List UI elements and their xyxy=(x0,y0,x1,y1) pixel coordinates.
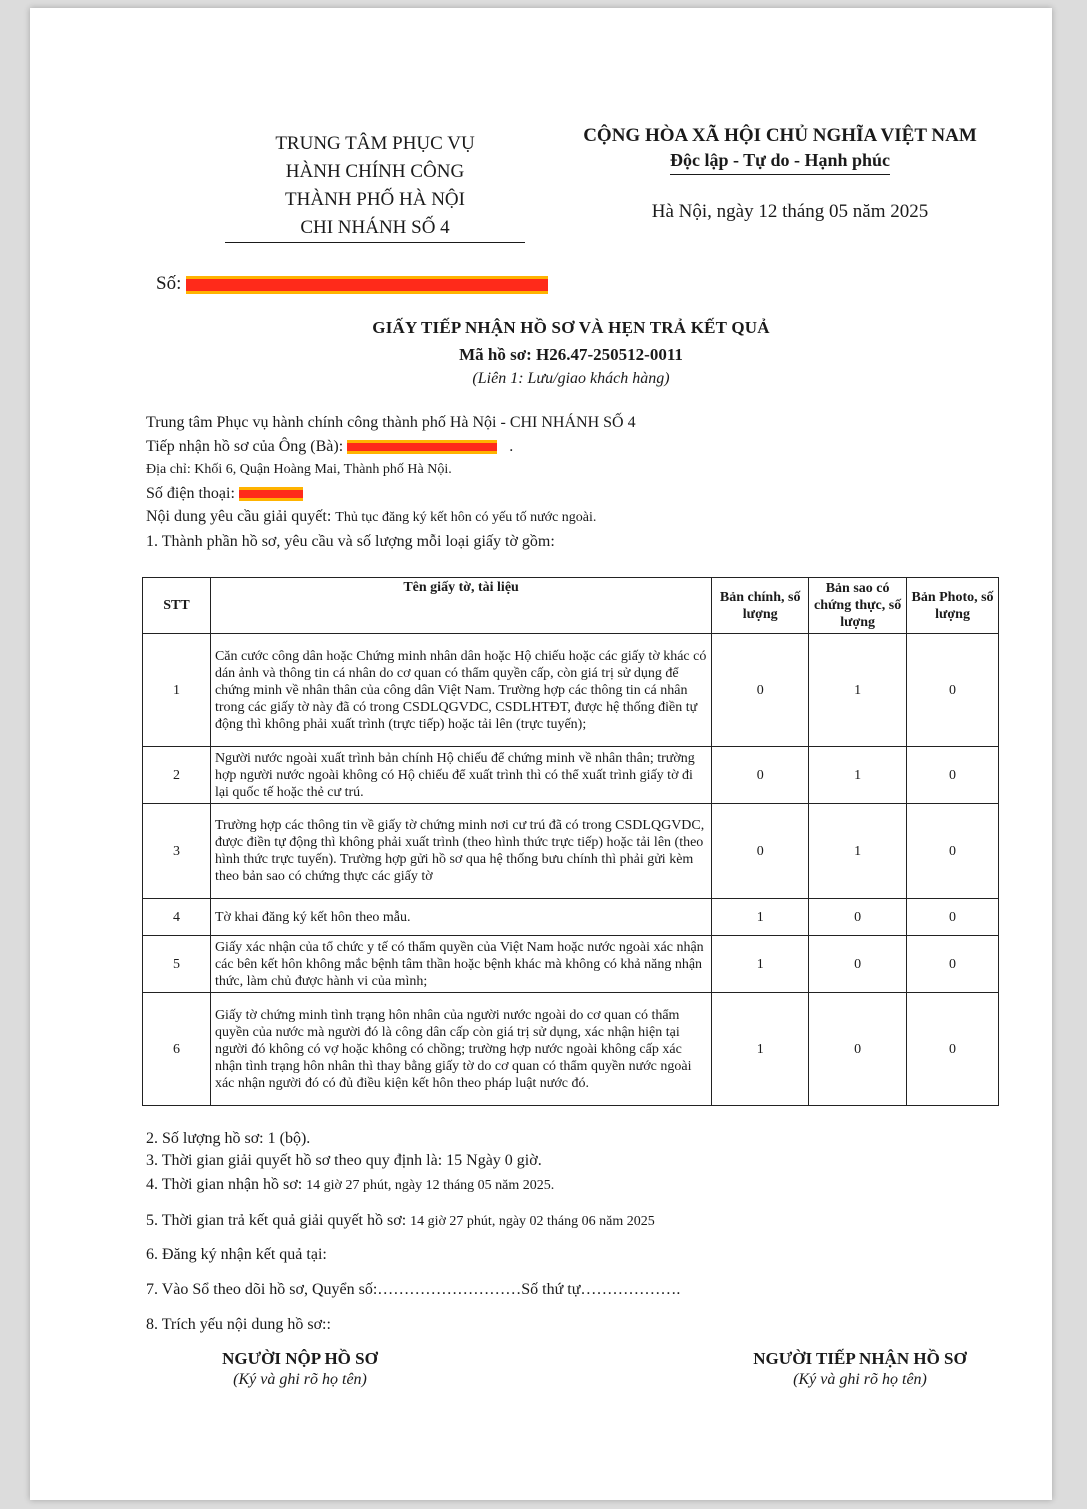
applicant-info xyxy=(146,411,1026,553)
submitter-note: (Ký và ghi rõ họ tên) xyxy=(233,1371,367,1388)
phone-label: Số điện thoại: xyxy=(146,484,235,502)
header-document-name: Tên giấy tờ, tài liệu xyxy=(210,578,711,634)
document-title: GIẤY TIẾP NHẬN HỒ SƠ VÀ HẸN TRẢ KẾT QUẢ xyxy=(372,318,770,337)
documents-table xyxy=(142,577,999,1106)
quantity-line: 2. Số lượng hồ sơ: 1 (bộ). xyxy=(146,1130,311,1147)
header-certified-copy: Bản sao có chứng thực, số lượng xyxy=(809,578,907,634)
request-value: Thủ tục đăng ký kết hôn có yếu tố nước ngoài. xyxy=(335,510,597,525)
copy-note: (Liên 1: Lưu/giao khách hàng) xyxy=(472,370,670,387)
row-document-name: Tờ khai đăng ký kết hôn theo mẫu. xyxy=(210,899,711,936)
row-original-count: 0 xyxy=(712,634,809,747)
row-certified-count: 1 xyxy=(809,634,907,747)
header-stt: STT xyxy=(143,578,211,634)
submitter-title: NGƯỜI NỘP HỒ SƠ xyxy=(222,1349,378,1368)
received-label: 4. Thời gian nhận hồ sơ: xyxy=(146,1176,303,1193)
receiver-note: (Ký và ghi rõ họ tên) xyxy=(793,1371,927,1388)
row-photo-count: 0 xyxy=(907,747,999,804)
row-original-count: 1 xyxy=(712,993,809,1106)
org-line-2: HÀNH CHÍNH CÔNG xyxy=(285,161,465,182)
row-stt: 3 xyxy=(143,804,211,899)
document-number xyxy=(156,273,548,295)
row-photo-count: 0 xyxy=(907,993,999,1106)
row-certified-count: 0 xyxy=(809,936,907,993)
row-original-count: 0 xyxy=(712,747,809,804)
document-date: Hà Nội, ngày 12 tháng 05 năm 2025 xyxy=(651,201,929,222)
nation-title: CỘNG HÒA XÃ HỘI CHỦ NGHĨA VIỆT NAM xyxy=(583,125,977,146)
applicant-line xyxy=(146,435,1026,459)
row-certified-count: 1 xyxy=(809,804,907,899)
request-label: Nội dung yêu cầu giải quyết: xyxy=(146,508,332,525)
row-document-name: Căn cước công dân hoặc Chứng minh nhân dân hoặc Hộ chiếu hoặc các giấy tờ khác có dán ảnh và thông tin cá nhân do cơ quan có thẩm quyền cấp, còn giá trị sử dụng để chứng minh về nhân thân của công dân Việt Nam. Trường hợp các thông tin cá nhân trong các giấy tờ này đã có trong CSDLQGVDC, CSDLHTĐT, được hệ thống điền tự động thì không phải xuất trình (trực tiếp) hoặc tải lên (trực tuyến); xyxy=(210,634,711,747)
row-stt: 1 xyxy=(143,634,211,747)
received-value: 14 giờ 27 phút, ngày 12 tháng 05 năm 2025. xyxy=(306,1178,555,1193)
issuing-organization xyxy=(225,130,525,243)
register-line: 6. Đăng ký nhận kết quả tại: xyxy=(146,1246,327,1263)
row-original-count: 1 xyxy=(712,936,809,993)
document-page xyxy=(30,8,1052,1500)
received-time-line xyxy=(146,1176,554,1194)
row-original-count: 1 xyxy=(712,899,809,936)
components-heading: 1. Thành phần hồ sơ, yêu cầu và số lượng mỗi loại giấy tờ gồm: xyxy=(146,532,555,550)
row-document-name: Giấy tờ chứng minh tình trạng hôn nhân của người nước ngoài do cơ quan có thẩm quyền của nước mà người đó là công dân cấp còn giá trị sử dụng, xác nhận hiện tại người đó không có vợ hoặc không có chồng; trường hợp nước ngoài không cấp xác nhận tình trạng hôn nhân thì thay bằng giấy tờ do cơ quan có thẩm quyền nước ngoài xác nhận người đó có đủ điều kiện kết hôn theo pháp luật nước đó. xyxy=(210,993,711,1106)
row-photo-count: 0 xyxy=(907,899,999,936)
org-line-3: THÀNH PHỐ HÀ NỘI xyxy=(285,189,465,210)
row-certified-count: 1 xyxy=(809,747,907,804)
redacted-number xyxy=(186,276,548,294)
row-stt: 2 xyxy=(143,747,211,804)
receiver-signature-block xyxy=(720,1349,1000,1389)
logbook-line: 7. Vào Sổ theo dõi hồ sơ, Quyển số:………………………Số thứ tự………………. xyxy=(146,1281,681,1298)
row-certified-count: 0 xyxy=(809,993,907,1106)
row-original-count: 0 xyxy=(712,804,809,899)
center-name: Trung tâm Phục vụ hành chính công thành phố Hà Nội - CHI NHÁNH SỐ 4 xyxy=(146,414,636,431)
row-stt: 4 xyxy=(143,899,211,936)
record-code: Mã hồ sơ: H26.47-250512-0011 xyxy=(459,345,683,364)
row-photo-count: 0 xyxy=(907,936,999,993)
redacted-applicant-name xyxy=(347,440,497,454)
row-photo-count: 0 xyxy=(907,804,999,899)
return-label: 5. Thời gian trả kết quả giải quyết hồ sơ: xyxy=(146,1212,407,1229)
row-photo-count: 0 xyxy=(907,634,999,747)
request-line xyxy=(146,505,1026,530)
row-document-name: Trường hợp các thông tin về giấy tờ chứng minh nơi cư trú đã có trong CSDLQGVDC, được điền tự động thì không phải xuất trình (theo hình thức trực tiếp) hoặc tải lên (theo hình thức trực tuyến). Trường hợp gửi hồ sơ qua hệ thống bưu chính thì phải gửi kèm theo bản sao có chứng thực các giấy tờ xyxy=(210,804,711,899)
receiver-title: NGƯỜI TIẾP NHẬN HỒ SƠ xyxy=(753,1349,967,1368)
row-document-name: Giấy xác nhận của tổ chức y tế có thẩm quyền của Việt Nam hoặc nước ngoài xác nhận các bên kết hôn không mắc bệnh tâm thần hoặc bệnh khác mà không có khả năng nhận thức, làm chủ được hành vi của mình; xyxy=(210,936,711,993)
return-value: 14 giờ 27 phút, ngày 02 tháng 06 năm 2025 xyxy=(410,1214,655,1229)
table-row xyxy=(143,936,999,993)
redacted-phone xyxy=(239,487,303,501)
duration-line: 3. Thời gian giải quyết hồ sơ theo quy định là: 15 Ngày 0 giờ. xyxy=(146,1152,542,1169)
phone-line xyxy=(146,482,1026,506)
row-stt: 5 xyxy=(143,936,211,993)
applicant-label: Tiếp nhận hồ sơ của Ông (Bà): xyxy=(146,437,344,455)
number-label: Số: xyxy=(156,273,182,294)
header-photo: Bản Photo, số lượng xyxy=(907,578,999,634)
row-stt: 6 xyxy=(143,993,211,1106)
row-certified-count: 0 xyxy=(809,899,907,936)
header-original: Bản chính, số lượng xyxy=(712,578,809,634)
table-row xyxy=(143,993,999,1106)
row-document-name: Người nước ngoài xuất trình bản chính Hộ chiếu để chứng minh về nhân thân; trường hợp người nước ngoài không có Hộ chiếu để xuất trình thì có thể xuất trình giấy tờ đi lại quốc tế hoặc thẻ cư trú. xyxy=(210,747,711,804)
applicant-end: . xyxy=(509,437,514,455)
table-row xyxy=(143,634,999,747)
table-row xyxy=(143,899,999,936)
org-branch: CHI NHÁNH SỐ 4 xyxy=(225,214,525,243)
submitter-signature-block xyxy=(180,1349,420,1389)
table-row xyxy=(143,747,999,804)
return-time-line xyxy=(146,1212,655,1230)
applicant-address: Địa chỉ: Khối 6, Quận Hoàng Mai, Thành phố Hà Nội. xyxy=(146,462,452,477)
table-header-row xyxy=(143,578,999,634)
national-motto: Độc lập - Tự do - Hạnh phúc xyxy=(670,148,890,175)
summary-line: 8. Trích yếu nội dung hồ sơ:: xyxy=(146,1316,331,1333)
national-header xyxy=(570,124,990,175)
org-line-1: TRUNG TÂM PHỤC VỤ xyxy=(275,133,475,154)
table-row xyxy=(143,804,999,899)
